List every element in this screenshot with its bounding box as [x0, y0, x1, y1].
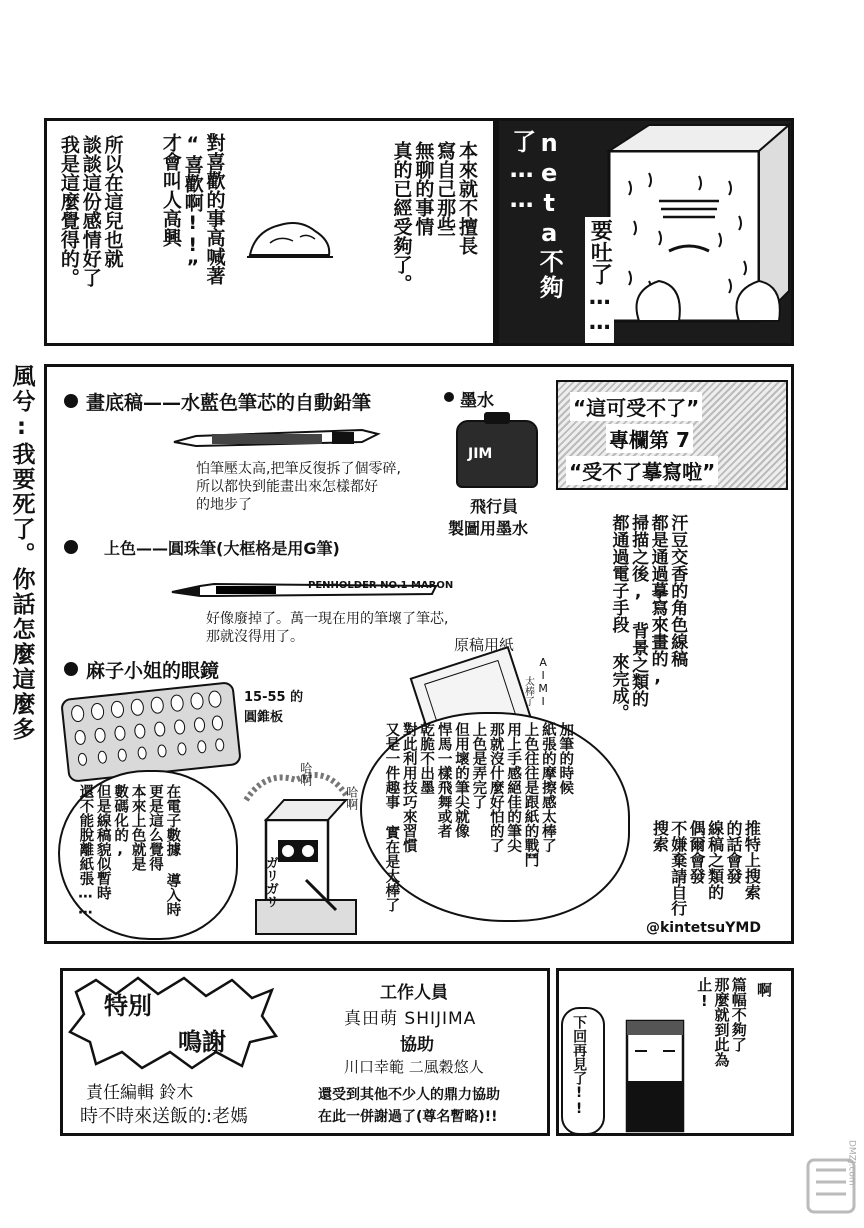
tool-item-1-label: 畫底稿——水藍色筆芯的自動鉛筆 [86, 392, 372, 414]
explain-col-2: 都是通過摹寫來畫的, [647, 514, 668, 687]
watermark-text: DMZJ.com [846, 1140, 857, 1186]
twitter-handle[interactable]: @kintetsuYMD [646, 920, 761, 936]
twitter-col-4: 偶爾會發 [687, 820, 707, 884]
intro-col-4: 真的已經受夠了。 [390, 141, 413, 293]
bullet-ink [444, 392, 454, 402]
main-col-7: 但用壞的筆尖就像 [452, 722, 469, 838]
top-right-panel [496, 118, 794, 346]
final-panel [556, 968, 794, 1136]
quote-col-1: 對喜歡的事高喊著 [203, 133, 226, 285]
intro-text-left [57, 135, 123, 345]
tool-item-2-label: 上色——圓珠筆(大框格是用G筆) [104, 539, 340, 558]
main-col-4: 用上手感絕佳的筆尖 [505, 722, 522, 853]
quote-col-2: “喜歡啊!!” [181, 133, 204, 278]
main-col-5: 那就沒什麼好怕的了 [487, 722, 504, 853]
intro-col-1: 本來就不擅長 [456, 141, 478, 255]
twitter-col-3: 線稿之類的 [705, 820, 725, 900]
quote-col-3: 才會叫人高興 [159, 133, 182, 247]
special-thanks-2: 鳴謝 [178, 1028, 226, 1056]
sfx-ha-2: 哈啊 [344, 786, 359, 810]
twitter-note [650, 820, 760, 920]
left-bubble-col-2: 導入時 [164, 872, 181, 916]
column-title-line1: “這可受不了” [570, 392, 702, 421]
ink-bottle [456, 420, 538, 488]
intro-col-3: 無聊的事情 [412, 141, 435, 236]
ink-bottle-label: JIM [468, 446, 493, 462]
explain-col-3: 掃描之後, [628, 514, 649, 602]
tool-item-1-note-1: 怕筆壓太高,把筆反復拆了個零碎, [196, 461, 401, 477]
main-col-11: 又是一件趣事 [383, 722, 400, 809]
sfx-ha-1: 哈啊 [298, 762, 313, 786]
assist-names: 川口幸範 二風穀悠人 [344, 1058, 484, 1076]
twitter-col-1: 推特上搜索 [742, 820, 762, 900]
bullet-3 [64, 662, 78, 676]
tool-item-2-note-1: 好像廢掉了。萬一現在用的筆壞了筆芯, [206, 611, 449, 627]
left-col-1: 所以在這兒也就 [101, 135, 124, 268]
right-explanation [608, 514, 686, 724]
main-bubble-text [382, 722, 573, 912]
main-col-10: 對此利用技巧來習慣 [400, 722, 417, 853]
column-title-box [556, 380, 788, 490]
column-title-line3: “受不了摹寫啦” [566, 456, 718, 485]
tool-item-1-note-2: 所以都快到能畫出來怎樣都好 [196, 479, 378, 495]
ink-note-1: 飛行員 [470, 497, 519, 516]
rock-illustration [245, 213, 335, 263]
ink-bottle-cap [484, 412, 510, 424]
bullet-2 [64, 540, 78, 554]
tool-item-3-label: 麻子小姐的眼鏡 [86, 660, 220, 682]
pen-inscription: PENHOLDER NO.1 MARON [308, 580, 454, 591]
side-caption: 風兮:我要死了。你話怎麼這麼多 [8, 364, 35, 742]
sfx-ah: 啊 [757, 981, 773, 999]
main-col-2: 紙張的摩擦感太棒了 [539, 722, 556, 853]
final-speech-col-2: 那麼就到此為止! [695, 977, 731, 1067]
tool-item-2-note-2: 那就沒得用了。 [206, 629, 304, 645]
left-col-2: 談談這份感情好了 [79, 135, 102, 287]
staff-names: 真田萌 SHIJIMA [344, 1009, 477, 1029]
left-bubble-col-1: 在電子數據 [164, 784, 181, 857]
final-speech [695, 977, 747, 1097]
template-note-1: 15-55 的 [244, 690, 304, 705]
special-thanks-burst [66, 972, 280, 1072]
next-text: 下回再見了!! [571, 1015, 588, 1117]
closing-line-1: 還受到其他不少人的鼎力協助 [318, 1087, 500, 1103]
sfx-scratch: ガリガリ [262, 856, 278, 908]
intro-text-right [390, 141, 477, 341]
watermark [806, 1140, 862, 1216]
main-col-6: 上色是弄完了 [470, 722, 487, 809]
tool-item-1-note-3: 的地步了 [196, 497, 252, 513]
box-character-bowing [617, 1011, 697, 1136]
main-col-1: 加筆的時候 [557, 722, 574, 795]
box-character-sweating [589, 121, 794, 346]
left-bubble-col-6: 但是線稿貌似暫時 [94, 784, 111, 900]
left-bubble-col-5: 數碼化的, [112, 784, 129, 858]
ink-note-2: 製圖用墨水 [448, 519, 529, 538]
template-holes [62, 684, 235, 777]
twitter-col-2: 的話會發 [723, 820, 743, 884]
editor-line: 責任編輯 鈴木 [86, 1083, 194, 1103]
explain-col-6: 來完成。 [608, 653, 629, 721]
twitter-col-5: 不嫌棄請自行搜索 [650, 820, 688, 916]
top-left-panel [44, 118, 496, 346]
closing-line-2: 在此一併謝過了(尊名暫略)!! [318, 1109, 498, 1125]
explain-col-4: 背景之類的 [628, 622, 649, 707]
explain-col-5: 都通過電子手段 [608, 514, 629, 633]
neta-text: neta不夠了…… [507, 129, 564, 301]
special-thanks-1: 特別 [104, 992, 152, 1020]
mom-line: 時不時來送飯的:老媽 [80, 1106, 249, 1127]
ink-label: 墨水 [460, 391, 494, 411]
left-bubble-col-4: 本來上色就是 [129, 784, 146, 871]
intro-col-2: 寫自己那些 [434, 141, 457, 236]
left-bubble-col-3: 更是這么覺得 [146, 784, 163, 871]
main-col-9: 乾脆不出墨 [418, 722, 435, 795]
explain-col-1: 汗豆交香的角色線稿 [667, 514, 688, 667]
left-col-3: 我是這麼覺得的。 [57, 135, 80, 287]
main-col-12: 實在是太棒了 [383, 825, 400, 912]
paper-side-note: 太棒了 [522, 676, 534, 706]
left-bubble-text [76, 784, 180, 934]
assist-title: 協助 [400, 1035, 434, 1055]
main-col-3: 上色往往是跟紙的戰鬥 [522, 722, 539, 867]
vomit-text: 要吐了…… [585, 217, 614, 346]
left-bubble-col-7: 還不能脫離紙張…… [77, 784, 94, 918]
bullet-1 [64, 394, 78, 408]
main-col-8: 悍馬一樣飛舞或者 [435, 722, 452, 838]
mechanical-pencil-drawing [172, 424, 382, 452]
final-speech-col-1: 篇幅不夠了 [729, 977, 748, 1052]
quote-text [159, 133, 225, 343]
template-note-2: 圓錐板 [244, 710, 284, 725]
staff-title: 工作人員 [380, 983, 448, 1003]
paper-label: 原稿用紙 [454, 636, 515, 654]
column-title-line2: 專欄第 7 [606, 424, 693, 453]
paper-aimi: AIMI [536, 656, 550, 708]
